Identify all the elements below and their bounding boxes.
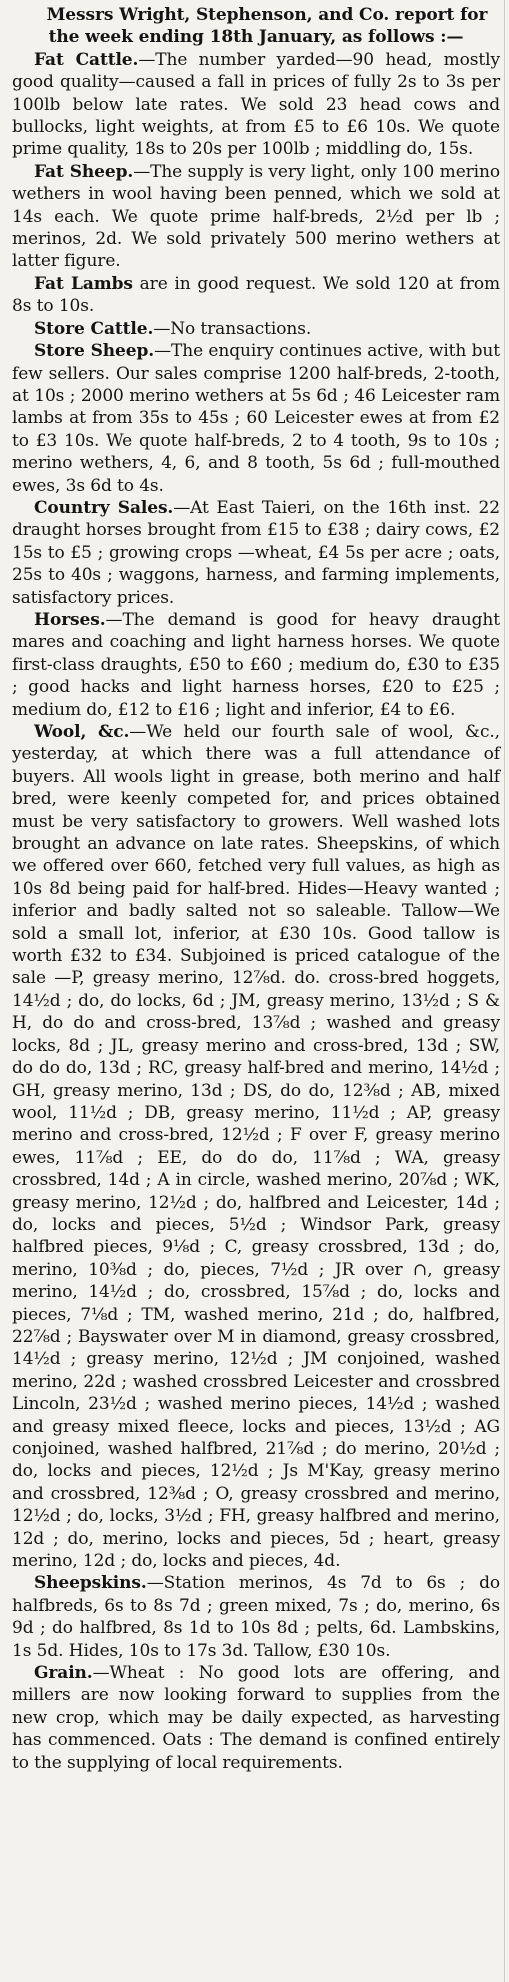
section-body: —At East Taieri, on the 16th inst. 22 draught horses brought from £15 to £38 ; dairy cows, £2 15s to £5 ; growing crops —wheat, £4 5s per acre ; oats, 25s to 40s ; waggons, harness, and farming implements, satisfactory prices. bbox=[12, 497, 500, 608]
section-body: —We held our fourth sale of wool, &c., yesterday, at which there was a full attendance of buyers. All wools light in grease, both merino and half bred, were keenly competed for, and prices obtained must be very satisfactory to growers. Well washed lots brought an advance on late rates. Sheepskins, of which we offered over 660, fetched very full values, as high as 10s 8d being paid for half-bred. Hides—Heavy wanted ; inferior and badly salted not so saleable. Tallow—We sold a small lot, inferior, at £30 10s. Good tallow is worth £32 to £34. Subjoined is priced catalogue of the sale —P, greasy merino, 12⅞d. do. cross-bred hoggets, 14½d ; do, do locks, 6d ; JM, greasy merino, 13½d ; S & H, do do and cross-bred, 13⅞d ; washed and greasy locks, 8d ; JL, greasy merino and cross-bred, 13d ; SW, do do do, 13d ; RC, greasy half-bred and merino, 14½d ; GH, greasy merino, 13d ; DS, do do, 12⅜d ; AB, mixed wool, 11½d ; DB, greasy merino, 11½d ; AP, greasy merino and cross-bred, 12½d ; F over F, greasy merino ewes, 11⅞d ; EE, do do do, 11⅞d ; WA, greasy crossbred, 14d ; A in circle, washed merino, 20⅞d ; WK, greasy merino, 12½d ; do, halfbred and Leicester, 14d ; do, locks and pieces, 5½d ; Windsor Park, greasy halfbred pieces, 9⅛d ; C, greasy crossbred, 13d ; do, merino, 10⅜d ; do, pieces, 7½d ; JR over ∩, greasy merino, 14½d ; do, crossbred, 15⅞d ; do, locks and pieces, 7⅛d ; TM, washed merino, 21d ; do, halfbred, 22⅞d ; Bayswater over M in diamond, greasy crossbred, 14½d ; greasy merino, 12½d ; JM conjoined, washed merino, 22d ; washed crossbred Leicester and crossbred Lincoln, 23½d ; washed merino pieces, 14½d ; washed and greasy mixed fleece, locks and pieces, 13½d ; AG conjoined, washed halfbred, 21⅞d ; do merino, 20½d ; do, locks and pieces, 12½d ; Js M'Kay, greasy merino and crossbred, 12⅜d ; O, greasy crossbred and merino, 12½d ; do, locks, 3½d ; FH, greasy halfbred and merino, 12d ; do, merino, locks and pieces, 5d ; heart, greasy merino, 12d ; do, locks and pieces, 4d. bbox=[12, 722, 500, 1572]
section-horses bbox=[12, 609, 500, 721]
section-heading: Grain. bbox=[34, 1663, 93, 1684]
section-fat-sheep bbox=[12, 161, 500, 273]
section-body: —The supply is very light, only 100 merino wethers in wool having been penned, which we sold at 14s each. We quote prime half-breds, 2½d per lb ; merinos, 2d. We sold privately 500 merino wethers at latter figure. bbox=[12, 161, 500, 272]
section-body: —The demand is good for heavy draught mares and coaching and light harness horses. We quote first-class draughts, £50 to £60 ; medium do, £30 to £35 ; good hacks and light harness horses, £20 to £25 ; medium do, £12 to £16 ; light and inferior, £4 to £6. bbox=[12, 609, 500, 720]
section-heading: Country Sales. bbox=[34, 497, 174, 518]
section-body: —No transactions. bbox=[153, 318, 312, 339]
section-heading: Wool, &c. bbox=[34, 722, 130, 742]
section-grain bbox=[12, 1662, 500, 1774]
section-heading: Horses. bbox=[34, 609, 106, 630]
section-fat-lambs bbox=[12, 273, 500, 318]
section-wool bbox=[12, 721, 500, 1572]
section-heading: Fat Lambs bbox=[34, 273, 133, 294]
section-body: —Station merinos, 4s 7d to 6s ; do halfbreds, 6s to 8s 7d ; green mixed, 7s ; do, merino, 6s 9d ; do halfbred, 8s 1d to 10s 8d ; pelts, 6d. Lambskins, 1s 5d. Hides, 10s to 17s 3d. Tallow, £30 10s. bbox=[12, 1573, 500, 1661]
section-body: —The enquiry continues active, with but few sellers. Our sales comprise 1200 half-breds, 2-tooth, at 10s ; 2000 merino wethers at 5s 6d ; 46 Leicester ram lambs at from 35s to 45s ; 60 Leicester ewes at from £2 to £3 10s. We quote half-breds, 2 to 4 tooth, 9s to 10s ; merino wethers, 4, 6, and 8 tooth, 5s 6d ; full-mouthed ewes, 3s 6d to 4s. bbox=[12, 341, 500, 496]
section-heading: Store Cattle. bbox=[34, 318, 154, 339]
section-heading: Sheepskins. bbox=[34, 1573, 147, 1594]
report-column bbox=[12, 4, 500, 1774]
section-heading: Fat Sheep. bbox=[34, 161, 134, 182]
section-heading: Fat Cattle. bbox=[34, 49, 139, 70]
section-store-cattle bbox=[12, 318, 500, 340]
section-store-sheep bbox=[12, 340, 500, 497]
section-heading: Store Sheep. bbox=[34, 341, 155, 362]
section-body: —Wheat : No good lots are offering, and millers are now looking forward to supplies from the new crop, which may be daily expected, as harvesting has commenced. Oats : The demand is confined entirely to the supplying of local requirements. bbox=[12, 1663, 500, 1773]
section-country-sales bbox=[12, 497, 500, 609]
report-intro: Messrs Wright, Stephenson, and Co. report for the week ending 18th January, as follows :— bbox=[46, 5, 488, 48]
section-fat-cattle bbox=[12, 49, 500, 161]
section-body: —The number yarded—90 head, mostly good quality—caused a fall in prices of fully 2s to 3s per 100lb below late rates. We sold 23 head cows and bullocks, light weights, at from £5 to £6 10s. We quote prime quality, 18s to 20s per 100lb ; middling do, 15s. bbox=[12, 49, 500, 160]
section-body: are in good request. We sold 120 at from 8s to 10s. bbox=[12, 273, 500, 317]
column-rule bbox=[504, 0, 505, 1982]
section-sheepskins bbox=[12, 1572, 500, 1662]
